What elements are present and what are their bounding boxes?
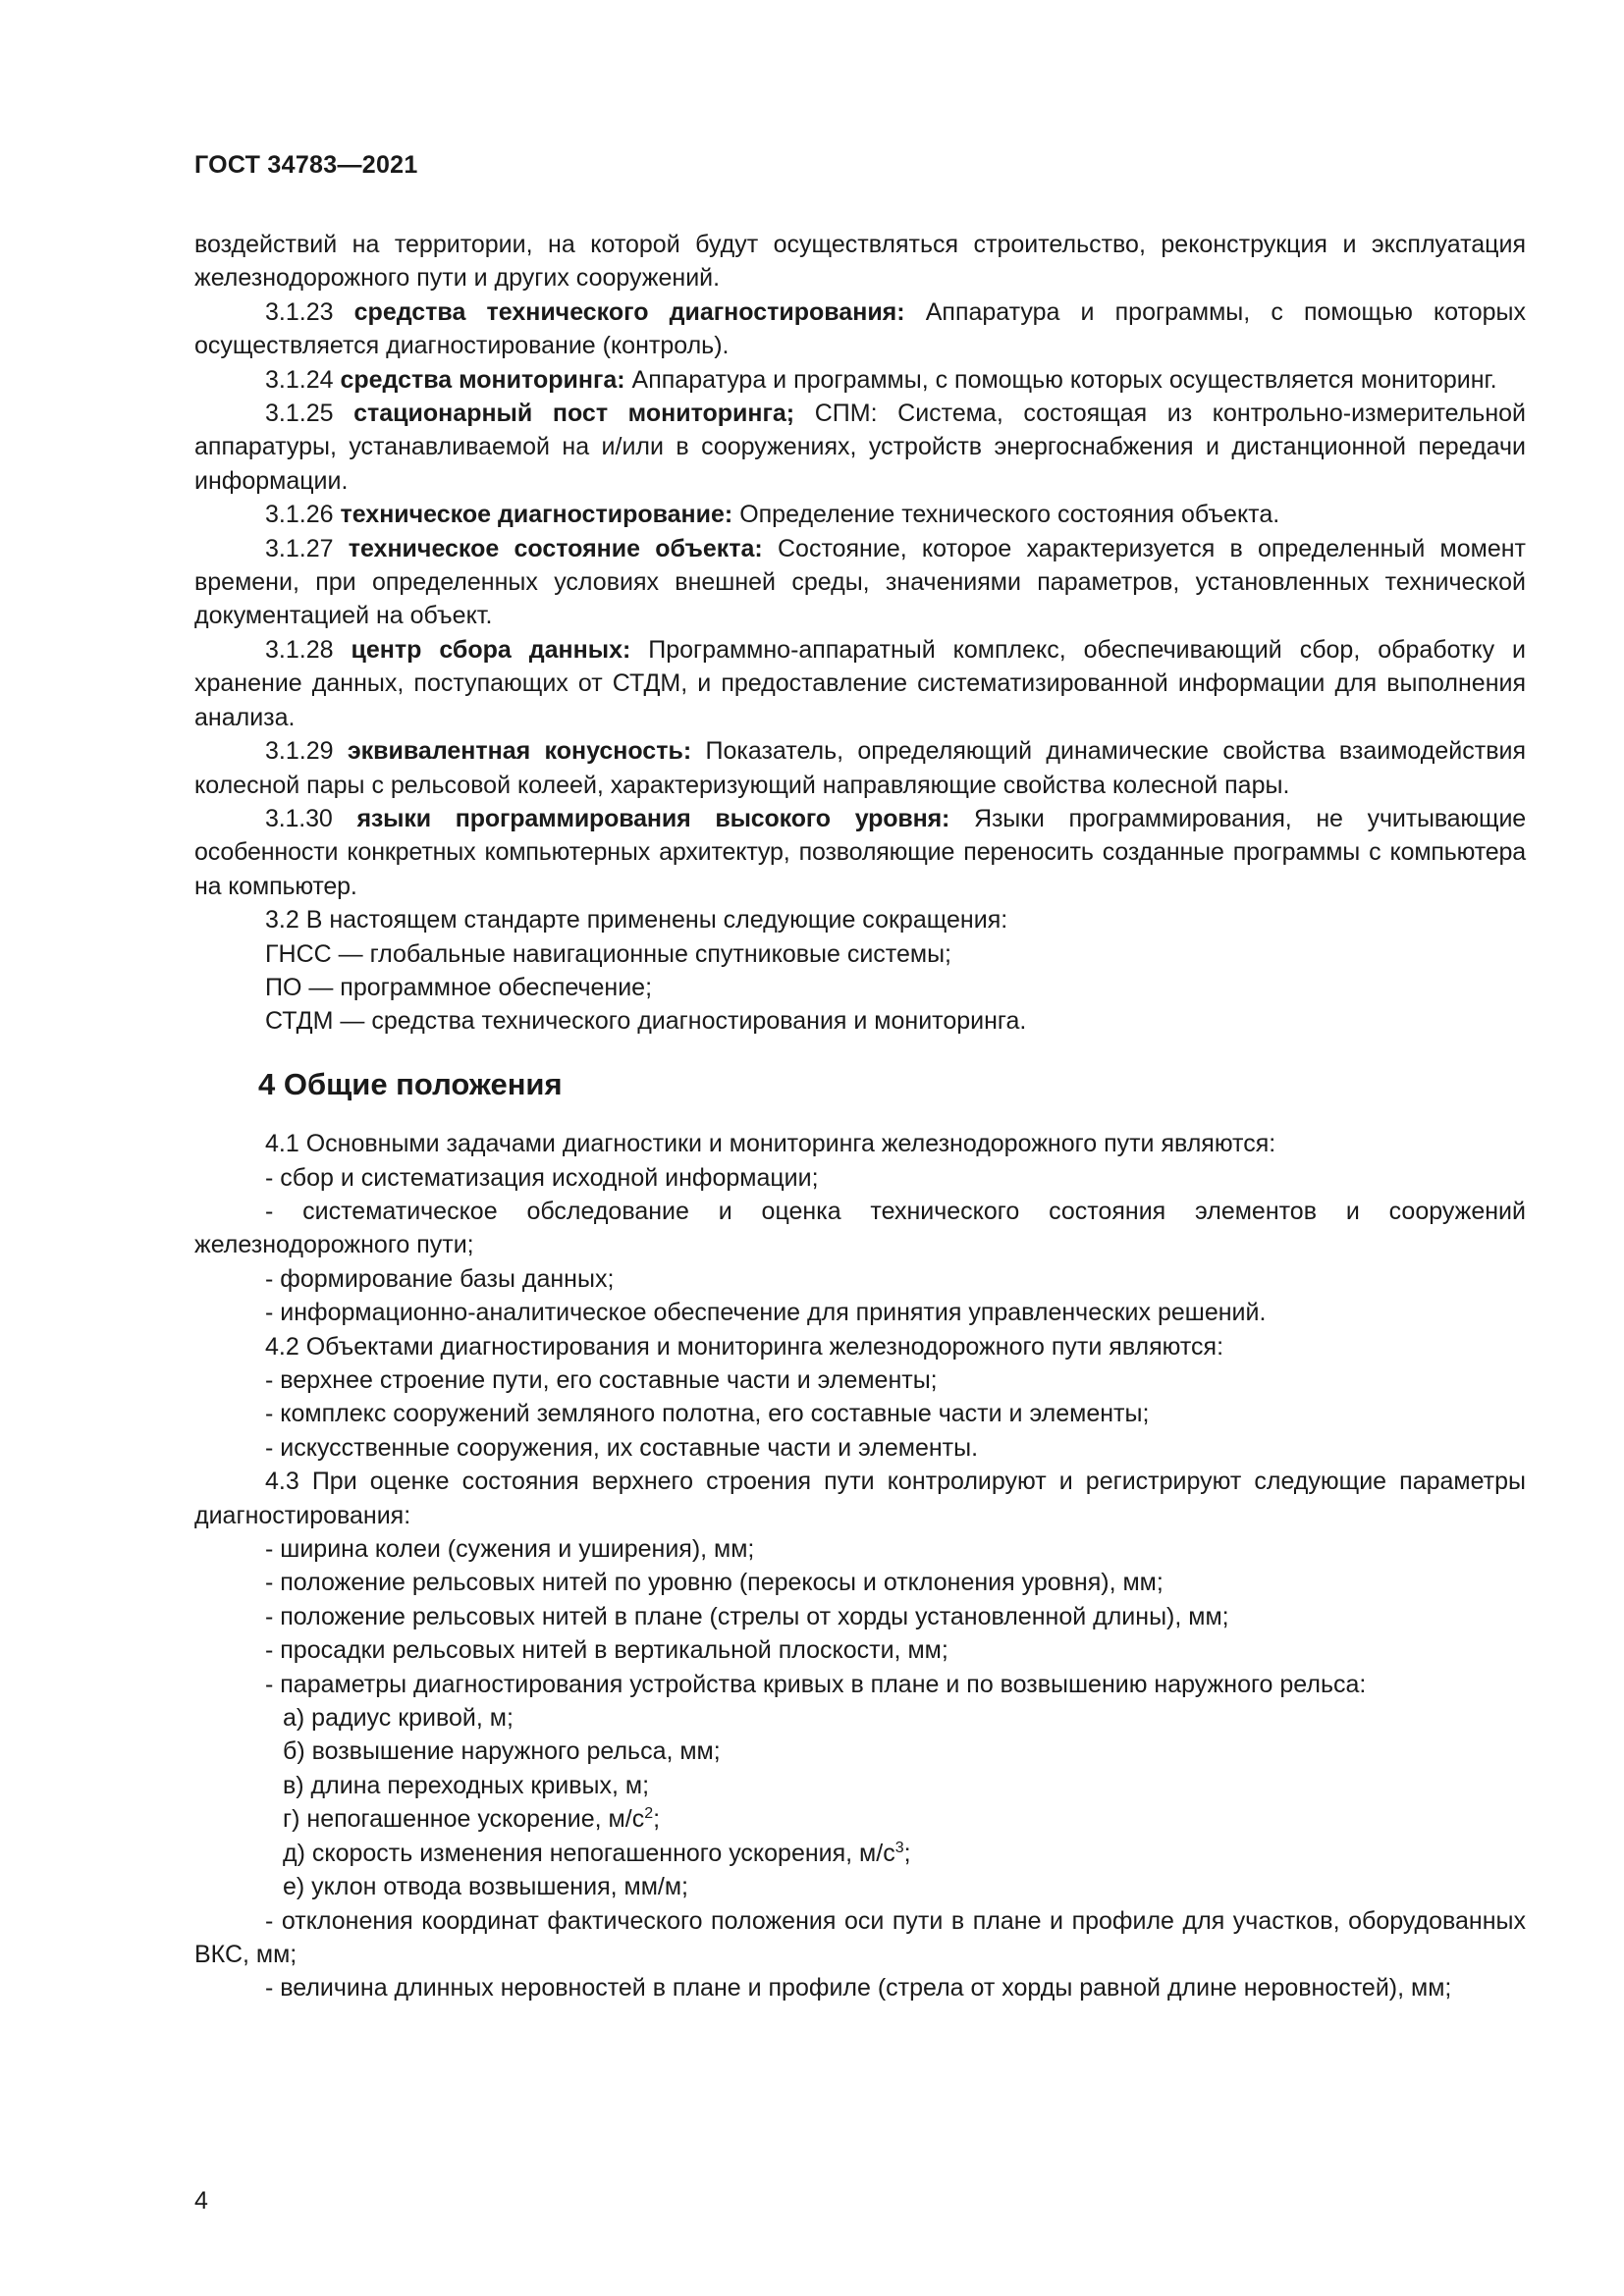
term-3-1-29: 3.1.29 эквивалентная конусность: Показатель, определяющий динамические свойства взаимодействия колесной пары с рельсовой колеей, характеризующий направляющие свойства колесной пары. xyxy=(194,737,1526,799)
list-item: - формирование базы данных; xyxy=(265,1264,615,1293)
list-item: - систематическое обследование и оценка технического состояния элементов и сооружений железнодорожного пути; xyxy=(194,1197,1526,1259)
list-item: - комплекс сооружений земляного полотна, его составные части и элементы; xyxy=(265,1400,1150,1428)
term-3-1-26: 3.1.26 техническое диагностирование: Определение технического состояния объекта. xyxy=(265,501,1280,529)
term-3-1-27: 3.1.27 техническое состояние объекта: Состояние, которое характеризуется в определенный момент времени, при определенных условиях внешней среды, значениями параметров, установленных технической документацией на объект. xyxy=(194,534,1526,630)
list-item: - положение рельсовых нитей по уровню (перекосы и отклонения уровня), мм; xyxy=(265,1569,1164,1597)
curve-param-item: а) радиус кривой, м; xyxy=(283,1704,514,1733)
abbrev-item: ПО — программное обеспечение; xyxy=(265,973,653,1001)
term-3-1-24: 3.1.24 средства мониторинга: Аппаратура и программы, с помощью которых осуществляется мониторинг. xyxy=(265,365,1497,394)
curve-param-item: д) скорость изменения непогашенного ускорения, $м/с^3$; xyxy=(283,1839,911,1867)
term-3-1-28: 3.1.28 центр сбора данных: Программно-аппаратный комплекс, обеспечивающий сбор, обработку и хранение данных, поступающих от СТДМ, и предоставление систематизированной информации для выполнения анализа. xyxy=(194,635,1527,731)
document-header: ГОСТ 34783—2021 xyxy=(194,151,418,179)
abbrev-item: СТДМ — средства технического диагностирования и мониторинга. xyxy=(265,1007,1027,1036)
continued-paragraph: воздействий на территории, на которой будут осуществляться строительство, реконструкция и эксплуатация железнодорожного пути и других сооружений. xyxy=(194,231,1526,293)
list-item: - величина длинных неровностей в плане и профиле (стрела от хорды равной длине неровностей), мм; xyxy=(265,1974,1452,2002)
curve-param-item: б) возвышение наружного рельса, мм; xyxy=(283,1737,721,1766)
section-title: 4 Общие положения xyxy=(258,1066,563,1101)
list-item: - информационно-аналитическое обеспечение для принятия управленческих решений. xyxy=(265,1299,1267,1327)
clause-4-1: 4.1 Основными задачами диагностики и мониторинга железнодорожного пути являются: xyxy=(265,1130,1276,1158)
clause-4-2: 4.2 Объектами диагностирования и мониторинга железнодорожного пути являются: xyxy=(265,1332,1224,1361)
abbrev-item: ГНСС — глобальные навигационные спутниковые системы; xyxy=(265,939,951,968)
document-body xyxy=(194,228,1526,2005)
abbrev-intro: 3.2 В настоящем стандарте применены следующие сокращения: xyxy=(265,906,1008,934)
clause-4-3: 4.3 При оценке состояния верхнего строения пути контролируют и регистрируют следующие параметры диагностирования: xyxy=(194,1468,1526,1529)
list-item: - положение рельсовых нитей в плане (стрелы от хорды установленной длины), мм; xyxy=(265,1602,1229,1630)
list-item: - просадки рельсовых нитей в вертикальной плоскости, мм; xyxy=(265,1636,948,1665)
page-number: 4 xyxy=(194,2187,208,2215)
curve-param-item: г) непогашенное ускорение, $м/с^2$; xyxy=(283,1805,661,1834)
curve-param-item: в) длина переходных кривых, м; xyxy=(283,1771,650,1799)
list-item: - параметры диагностирования устройства кривых в плане и по возвышению наружного рельса: xyxy=(265,1670,1367,1698)
list-item: - сбор и систематизация исходной информации; xyxy=(265,1163,819,1192)
term-3-1-25: 3.1.25 стационарный пост мониторинга; СПМ: Система, состоящая из контрольно-измерительной аппаратуры, устанавливаемой на и/или в сооружениях, устройств энергоснабжения и дистанционной передачи информации. xyxy=(194,400,1526,495)
list-item: - отклонения координат фактического положения оси пути в плане и профиле для участков, оборудованных ВКС, мм; xyxy=(194,1906,1526,1968)
term-3-1-23: 3.1.23 средства технического диагностирования: Аппаратура и программы, с помощью которых осуществляется диагностирование (контроль). xyxy=(194,297,1526,360)
curve-param-item: е) уклон отвода возвышения, мм/м; xyxy=(283,1873,688,1901)
list-item: - искусственные сооружения, их составные части и элементы. xyxy=(265,1433,979,1462)
list-item: - ширина колеи (сужения и уширения), мм; xyxy=(265,1535,755,1564)
term-3-1-30: 3.1.30 языки программирования высокого уровня: Языки программирования, не учитывающие особенности конкретных компьютерных архитектур, позволяющие переносить созданные программы с компьютера на компьютер. xyxy=(194,804,1527,900)
list-item: - верхнее строение пути, его составные части и элементы; xyxy=(265,1366,938,1394)
